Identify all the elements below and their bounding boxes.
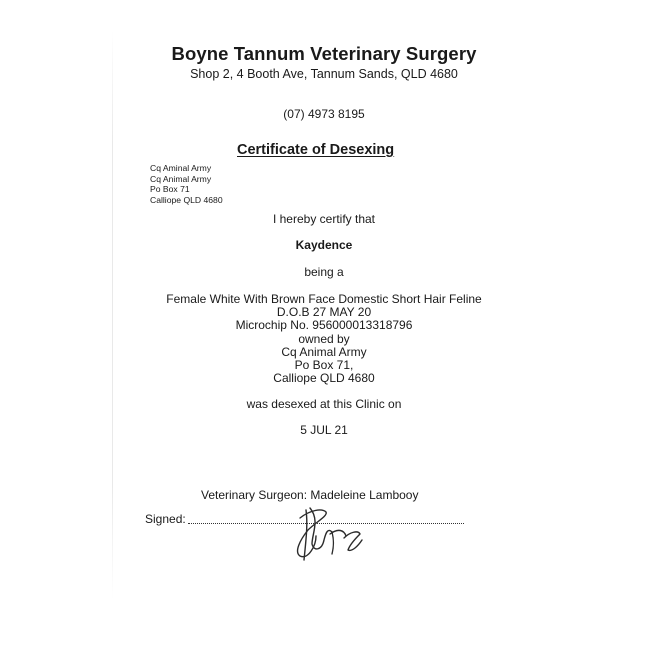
certificate-title: Certificate of Desexing — [237, 142, 395, 158]
certify-statement: I hereby certify that — [272, 212, 376, 226]
addressee-line: Cq Animal Army — [150, 173, 212, 184]
desexed-statement: was desexed at this Clinic on — [246, 397, 402, 411]
addressee-line: Calliope QLD 4680 — [150, 194, 223, 205]
surgeon-name: Veterinary Surgeon: Madeleine Lambooy — [201, 488, 419, 502]
owner-name: Cq Animal Army — [281, 344, 367, 359]
addressee-block — [150, 163, 223, 205]
animal-description: Female White With Brown Face Domestic Short Hair Feline — [166, 292, 482, 306]
animal-details — [0, 293, 648, 385]
animal-dob: D.O.B 27 MAY 20 — [276, 305, 372, 320]
clinic-phone: (07) 4973 8195 — [283, 107, 365, 121]
addressee-line: Po Box 71 — [150, 184, 190, 195]
clinic-name: Boyne Tannum Veterinary Surgery — [171, 43, 477, 64]
animal-name: Kaydence — [295, 238, 353, 252]
clinic-address: Shop 2, 4 Booth Ave, Tannum Sands, QLD 4680 — [190, 67, 458, 81]
handwritten-signature — [286, 500, 366, 566]
being-text: being a — [304, 265, 344, 279]
microchip-number: Microchip No. 956000013318796 — [235, 318, 413, 333]
desexing-date: 5 JUL 21 — [300, 423, 348, 437]
owned-by-text: owned by — [298, 331, 350, 346]
signed-label: Signed: — [145, 512, 186, 526]
owner-address-line: Po Box 71, — [294, 358, 354, 373]
owner-address-line: Calliope QLD 4680 — [273, 371, 375, 386]
addressee-line: Cq Aminal Army — [150, 163, 212, 173]
